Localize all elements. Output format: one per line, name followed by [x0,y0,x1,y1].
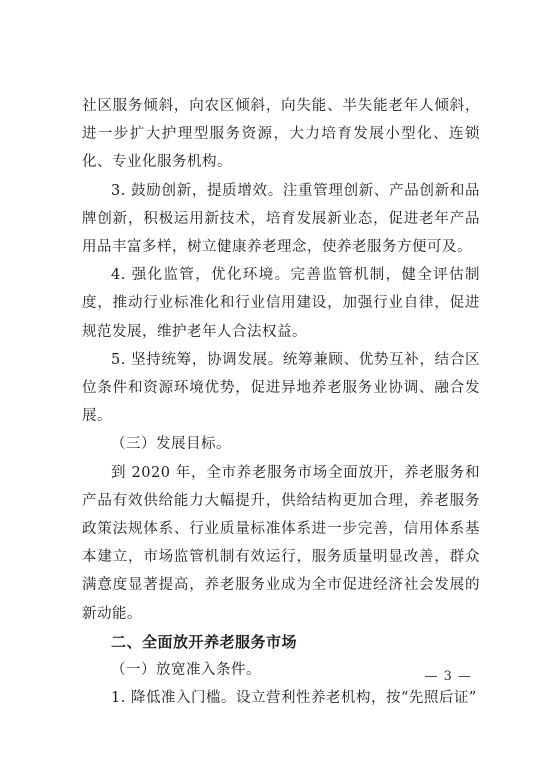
subheading-relax-access: （一）放宽准入条件。 [111,662,261,679]
paragraph-goals: 到 2020 年，全市养老服务市场全面放开，养老服务和产品有效供给能力大幅提升，供给结构更加合理，养老服务政策法规体系、行业质量标准体系进一步完善，信用体系基本建立，市场监管机制有效运行，服务质量明显改善，群众满意度显著提高，养老服务业成为全市促进经济社会发展的新动能。 [82,464,480,622]
section-heading-2: 二、全面放开养老服务市场 [111,632,298,651]
paragraph-continuation: 社区服务倾斜，向农区倾斜，向失能、半失能老年人倾斜，进一步扩大护理型服务资源，大力培育发展小型化、连锁化、专业化服务机构。 [82,98,480,171]
paragraph-item-4: 4. 强化监管，优化环境。完善监管机制，健全评估制度，推动行业标准化和行业信用建设，加强行业自律，促进规范发展，维护老年人合法权益。 [82,267,480,340]
paragraph-item-3: 3. 鼓励创新，提质增效。注重管理创新、产品创新和品牌创新，积极运用新技术，培育发展新业态，促进老年产品用品丰富多样，树立健康养老理念，使养老服务方便可及。 [82,182,480,256]
page-number: — 3 — [424,669,472,684]
document-body [82,92,480,712]
subheading-development-goals: （三）发展目标。 [111,436,231,453]
paragraph-item-5: 5. 坚持统筹，协调发展。统筹兼顾、优势互补，结合区位条件和资源环境优势，促进异地养老服务业协调、融合发展。 [82,351,480,425]
paragraph-item-1: 1. 降低准入门槛。设立营利性养老机构，按“先照后证” [111,690,477,707]
